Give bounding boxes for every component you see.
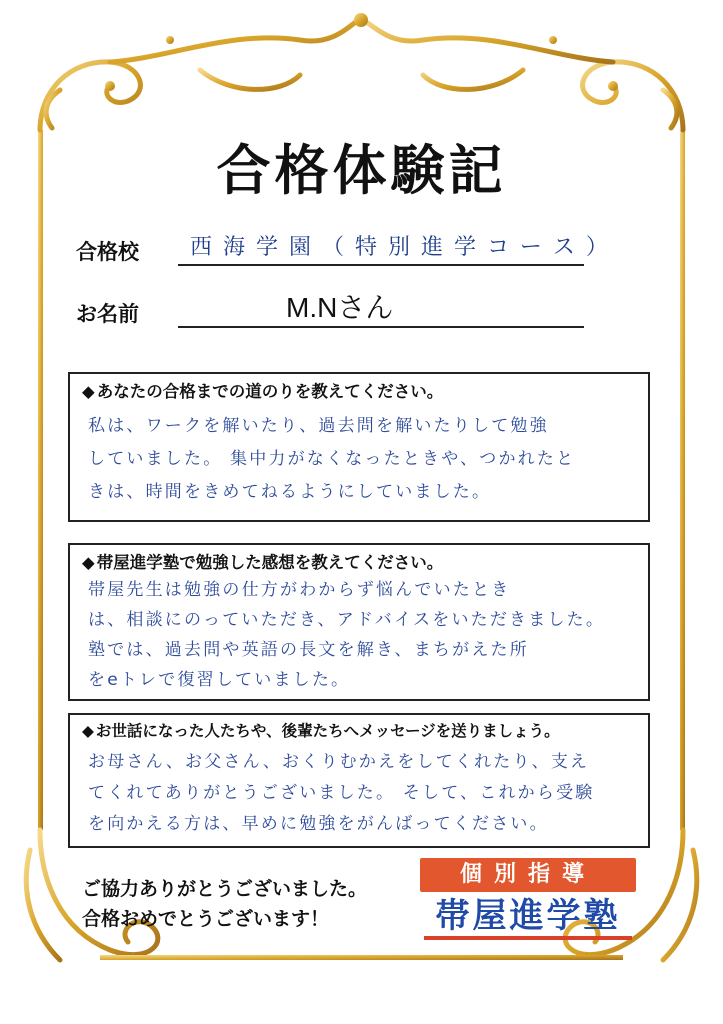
logo-banner: 個別指導 [420, 858, 636, 892]
answer-line: をeトレで復習していました。 [88, 670, 351, 690]
name-underline [178, 326, 584, 328]
logo-wordmark: 帯屋進学塾 [435, 896, 621, 936]
diamond-icon: ◆ [82, 722, 94, 740]
name-label: お名前 [76, 302, 139, 326]
bottom-rail [100, 955, 623, 960]
school-underline [178, 264, 584, 266]
logo-underline [424, 936, 632, 940]
question-box-1 [68, 372, 650, 522]
answer-1 [88, 410, 636, 509]
thanks-line-2: 合格おめでとうございます！ [82, 908, 330, 930]
thanks-line-1: ご協力ありがとうございました。 [82, 878, 368, 900]
answer-line: していました。 集中力がなくなったときや、つかれたと [88, 449, 576, 469]
question-title-2: ◆ 帯屋進学塾で勉強した感想を教えてください。 [82, 553, 444, 572]
question-box-2 [68, 543, 650, 701]
left-rail [38, 130, 43, 830]
diamond-icon: ◆ [82, 382, 95, 401]
answer-2 [88, 575, 636, 695]
answer-line: 塾では、過去問や英語の長文を解き、まちがえた所 [88, 640, 529, 660]
answer-line: お母さん、お父さん、おくりむかえをしてくれたり、支え [88, 752, 590, 772]
question-title-3: ◆ お世話になった人たちや、後輩たちへメッセージを送りましょう。 [82, 722, 560, 740]
question-box-3 [68, 713, 650, 848]
school-label: 合格校 [76, 240, 139, 264]
school-value: 西 海 学 園 （ 特 別 進 学 コ ー ス ） [190, 235, 610, 260]
right-rail [680, 130, 685, 830]
answer-line: きは、時間をきめてねるようにしていました。 [88, 482, 492, 502]
answer-line: は、相談にのっていただき、アドバイスをいただきました。 [88, 610, 606, 630]
answer-line: てくれてありがとうございました。 そして、これから受験 [88, 783, 595, 803]
answer-line: 私は、ワークを解いたり、過去問を解いたりして勉強 [88, 416, 549, 436]
answer-line: 帯屋先生は勉強の仕方がわからず悩んでいたとき [88, 580, 511, 600]
question-title-1: ◆ あなたの合格までの道のりを教えてください。 [82, 382, 444, 401]
name-value: M.Nさん [286, 292, 394, 323]
top-scroll-ornament [40, 18, 683, 130]
diamond-icon: ◆ [82, 553, 95, 572]
answer-3 [88, 747, 636, 840]
answer-line: を向かえる方は、早めに勉強をがんばってください。 [88, 814, 549, 834]
page-title: 合格体験記 [216, 139, 507, 202]
